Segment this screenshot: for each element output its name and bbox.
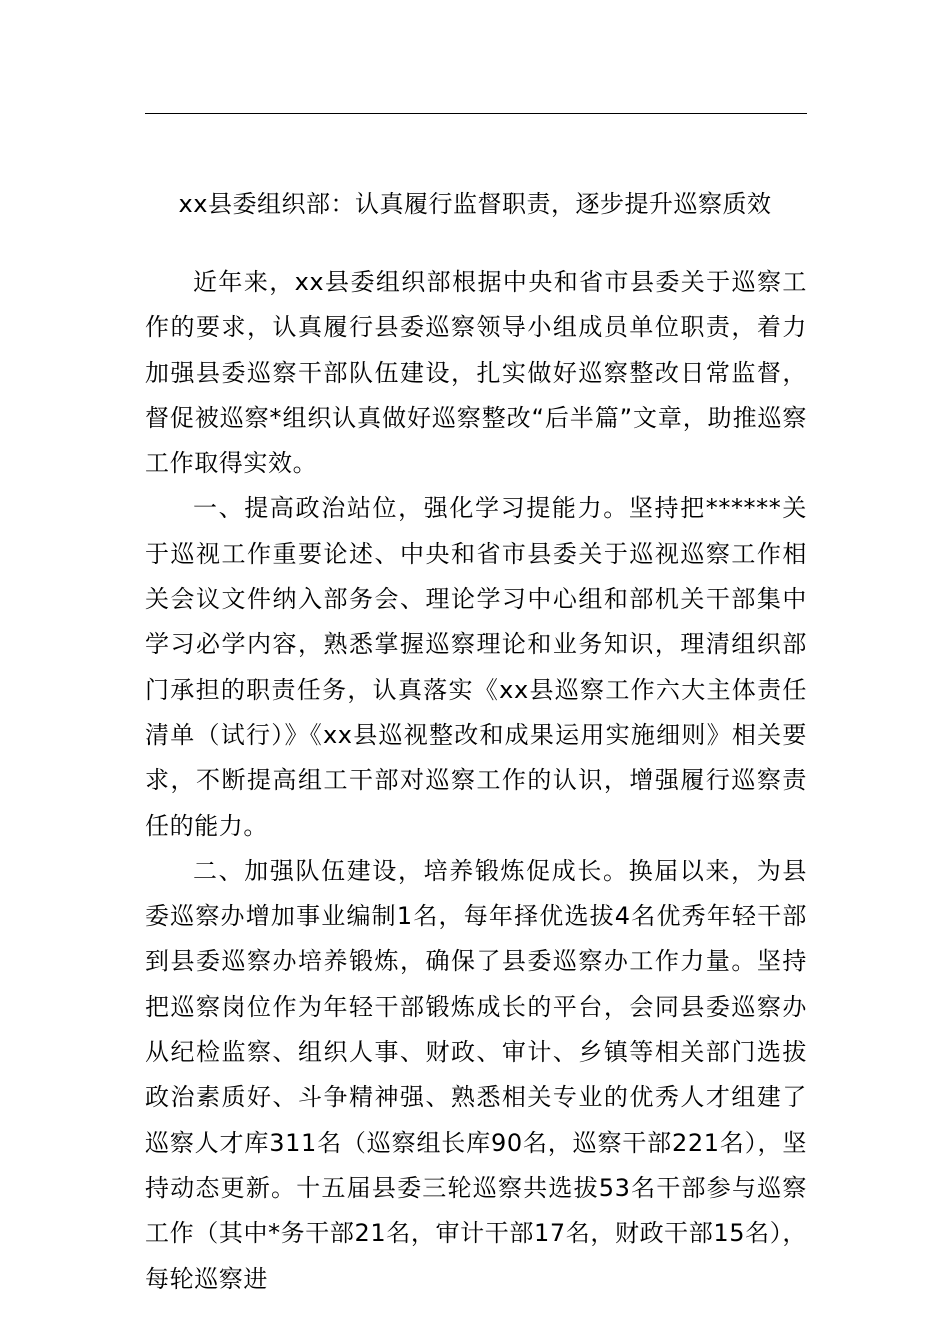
document-body: [145, 260, 807, 1302]
document-title: xx县委组织部：认真履行监督职责，逐步提升巡察质效: [178, 190, 772, 218]
header-rule: [145, 113, 807, 114]
paragraph-section-2: 二、加强队伍建设，培养锻炼促成长。换届以来，为县委巡察办增加事业编制1名，每年择优选拔4名优秀年轻干部到县委巡察办培养锻炼，确保了县委巡察办工作力量。坚持把巡察岗位作为年轻干部锻炼成长的平台，会同县委巡察办从纪检监察、组织人事、财政、审计、乡镇等相关部门选拔政治素质好、斗争精神强、熟悉相关专业的优秀人才组建了巡察人才库311名（巡察组长库90名，巡察干部221名），坚持动态更新。十五届县委三轮巡察共选拔53名干部参与巡察工作（其中*务干部21名，审计干部17名，财政干部15名），每轮巡察进: [145, 856, 807, 1293]
paragraph-intro: 近年来，xx县委组织部根据中央和省市县委关于巡察工作的要求，认真履行县委巡察领导小组成员单位职责，着力加强县委巡察干部队伍建设，扎实做好巡察整改日常监督，督促被巡察*组织认真做好巡察整改“后半篇”文章，助推巡察工作取得实效。: [145, 268, 807, 478]
paragraph-section-1: 一、提高政治站位，强化学习提能力。坚持把******关于巡视工作重要论述、中央和省市县委关于巡视巡察工作相关会议文件纳入部务会、理论学习中心组和部机关干部集中学习必学内容，熟悉掌握巡察理论和业务知识，理清组织部门承担的职责任务，认真落实《xx县巡察工作六大主体责任清单（试行）》《xx县巡视整改和成果运用实施细则》相关要求，不断提高组工干部对巡察工作的认识，增强履行巡察责任的能力。: [145, 494, 807, 840]
